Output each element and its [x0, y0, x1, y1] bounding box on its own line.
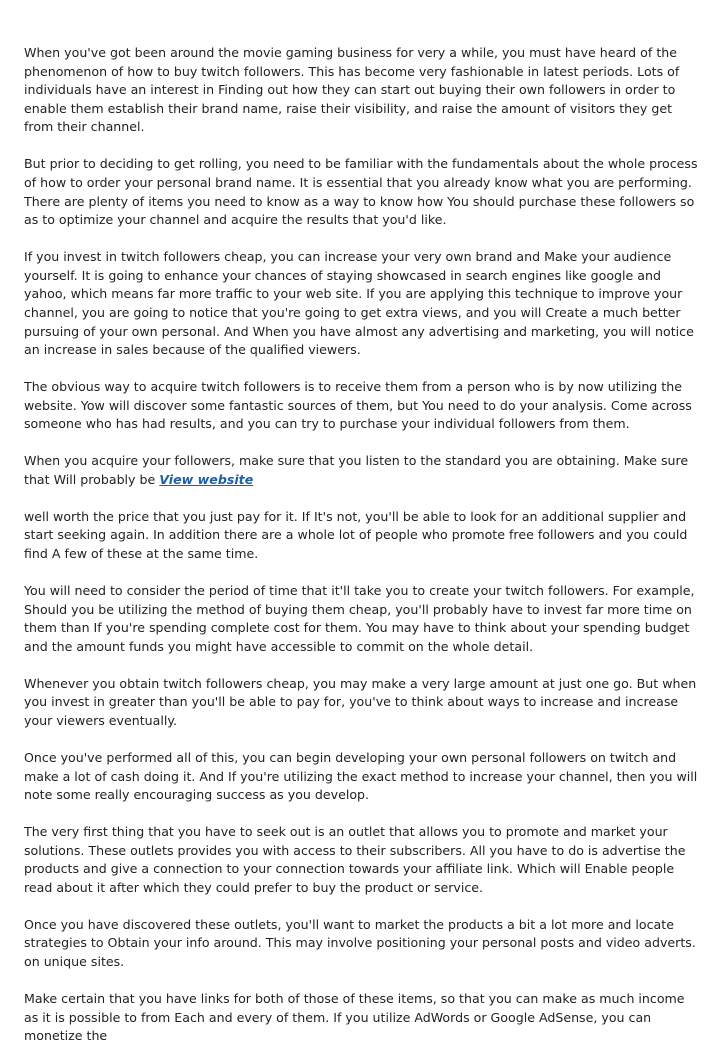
- paragraph-7: You will need to consider the period of time that it'll take you to create your twitch followers. For example, Should you be utilizing the method of buying them cheap, you'll probably have to invest far more time on them than If you're spending complete cost for them. You may have to think about your spending budget and the amount funds you might have accessible to commit on the whole detail.: [24, 583, 695, 654]
- view-website-link[interactable]: View website: [159, 471, 254, 487]
- paragraph-3: If you invest in twitch followers cheap, you can increase your very own brand and Make your audience yourself. It is going to enhance your chances of staying showcased in search engines like google and yahoo, which means far more traffic to your web site. If you are applying this technique to improve your channel, you are going to notice that you're going to get extra views, and you will Create a much better pursuing of your own personal. And When you have almost any advertising and marketing, you will notice an increase in sales because of the qualified viewers.: [24, 249, 694, 358]
- paragraph-11: Once you have discovered these outlets, you'll want to market the products a bit a lot more and locate strategies to Obtain your info around. This may involve positioning your personal posts and video adverts. on unique sites.: [24, 916, 696, 970]
- article-body: [24, 44, 698, 1064]
- paragraph-9: Once you've performed all of this, you can begin developing your own personal followers on twitch and make a lot of cash doing it. And If you're utilizing the exact method to increase your channel, then you will note some really encouraging success as you develop.: [24, 749, 698, 803]
- paragraph-1: When you've got been around the movie gaming business for very a while, you must have heard of the phenomenon of how to buy twitch followers. This has become very fashionable in latest periods. Lots of individuals have an interest in Finding out how they can start out buying their own followers in order to enable them establish their brand name, raise their visibility, and raise the amount of visitors they get from their channel.: [24, 45, 680, 135]
- paragraph-10: The very first thing that you have to seek out is an outlet that allows you to promote and market your solutions. These outlets provides you with access to their subscribers. All you have to do is advertise the products and give a connection to your connection towards your affiliate link. Which will Enable people read about it after which they could prefer to buy the product or service.: [24, 824, 686, 895]
- paragraph-5-with-link: [24, 452, 698, 489]
- paragraph-12: Make certain that you have links for both of those of these items, so that you can make as much income as it is possible to from Each and every of them. If you utilize AdWords or Google AdSense, you can monetize the: [24, 991, 685, 1044]
- paragraph-4: The obvious way to acquire twitch followers is to receive them from a person who is by now utilizing the website. Yow will discover some fantastic sources of them, but You need to do your analysis. Come across someone who has had results, and you can try to purchase your individual followers from them.: [24, 379, 692, 432]
- paragraph-5-text: When you acquire your followers, make sure that you listen to the standard you are obtaining. Make sure that Will probably be: [24, 453, 689, 487]
- paragraph-2: But prior to deciding to get rolling, you need to be familiar with the fundamentals about the whole process of how to order your personal brand name. It is essential that you already know what you are performing. There are plenty of items you need to know as a way to know how You should purchase these followers so as to optimize your channel and acquire the results that you'd like.: [24, 156, 698, 228]
- paragraph-6: well worth the price that you just pay for it. If It's not, you'll be able to look for an additional supplier and start seeking again. In addition there are a whole lot of people who promote free followers and you could find A few of these at the same time.: [24, 508, 688, 562]
- paragraph-8: Whenever you obtain twitch followers cheap, you may make a very large amount at just one go. But when you invest in greater than you'll be able to pay for, you've to think about ways to increase and increase your viewers eventually.: [24, 675, 697, 728]
